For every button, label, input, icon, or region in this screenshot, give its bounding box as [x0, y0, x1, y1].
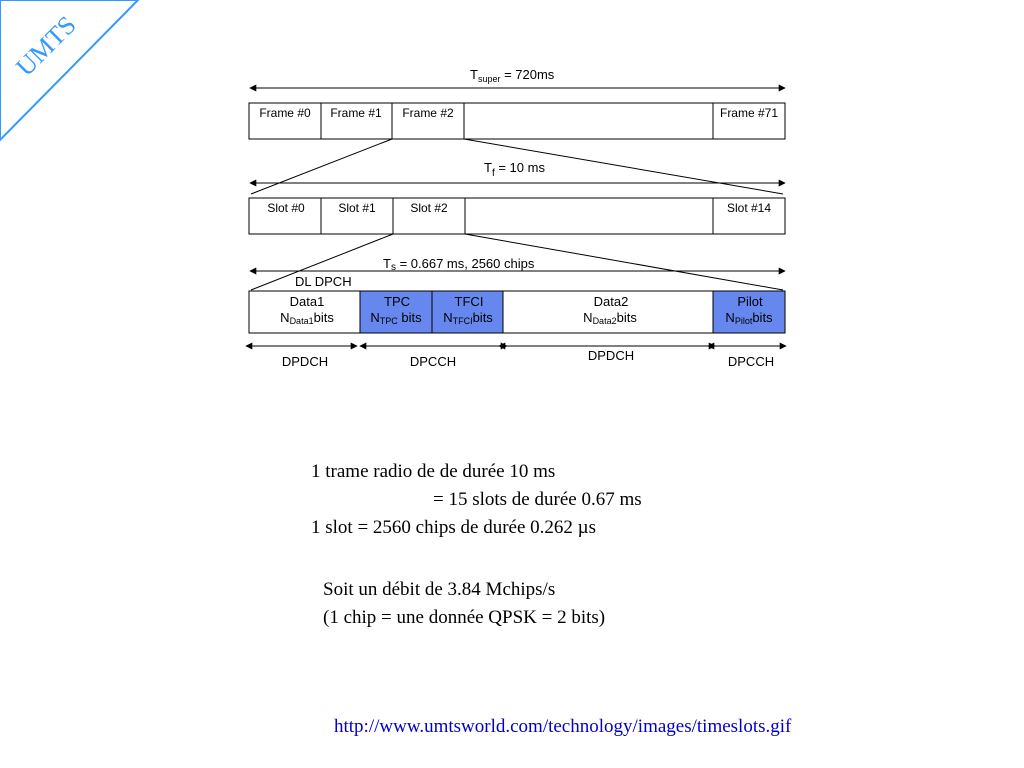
- tfci-title: TFCI: [454, 294, 484, 309]
- note-line-2: = 15 slots de durée 0.67 ms: [433, 489, 642, 510]
- frame-duration-label: $T_f = 10$ ms: [484, 160, 545, 179]
- slot-duration-label: Ts = 0.667 ms, 2560 chips: [383, 256, 535, 273]
- dl-dpch-label: DL DPCH: [295, 274, 352, 289]
- tpc-bits: NTPC bits: [370, 310, 422, 326]
- note-line-3: 1 slot = 2560 chips de durée 0.262 µs: [311, 517, 596, 538]
- frame-71-label: Frame #71: [719, 106, 779, 120]
- slot-14-label: Slot #14: [726, 201, 772, 215]
- data2-bits: NData2bits: [583, 310, 637, 326]
- tpc-title: TPC: [384, 294, 410, 309]
- source-link[interactable]: http://www.umtsworld.com/technology/images/timeslots.gif: [334, 716, 792, 737]
- data1-bits: NData1bits: [280, 310, 334, 326]
- data1-title: Data1: [289, 294, 325, 309]
- dpdch-2-label: DPDCH: [587, 348, 635, 363]
- slot-row: [249, 198, 785, 234]
- tfci-bits: NTFCIbits: [443, 310, 493, 326]
- pilot-bits: NPilotbits: [725, 310, 773, 326]
- banner-label: UMTS: [10, 10, 82, 82]
- frame-row: [249, 103, 785, 139]
- frame-0-label: Frame #0: [259, 106, 311, 120]
- frame-2-label: Frame #2: [402, 106, 454, 120]
- slot-0-label: Slot #0: [267, 201, 305, 215]
- slot-1-label: Slot #1: [338, 201, 376, 215]
- note-line-1: 1 trame radio de de durée 10 ms: [311, 461, 556, 482]
- frame-expand-left: [251, 139, 392, 194]
- slot-2-label: Slot #2: [410, 201, 448, 215]
- pilot-title: Pilot: [737, 294, 763, 309]
- note-line-4: Soit un débit de 3.84 Mchips/s: [323, 579, 556, 600]
- dpcch-1-label: DPCCH: [409, 354, 457, 369]
- field-row: [249, 291, 785, 333]
- data2-title: Data2: [593, 294, 629, 309]
- super-frame-label: $T_{super} = 720ms$: [470, 67, 555, 84]
- frame-1-label: Frame #1: [330, 106, 382, 120]
- note-line-5: (1 chip = une donnée QPSK = 2 bits): [323, 607, 606, 628]
- dpcch-2-label: DPCCH: [727, 354, 775, 369]
- dpdch-1-label: DPDCH: [281, 354, 329, 369]
